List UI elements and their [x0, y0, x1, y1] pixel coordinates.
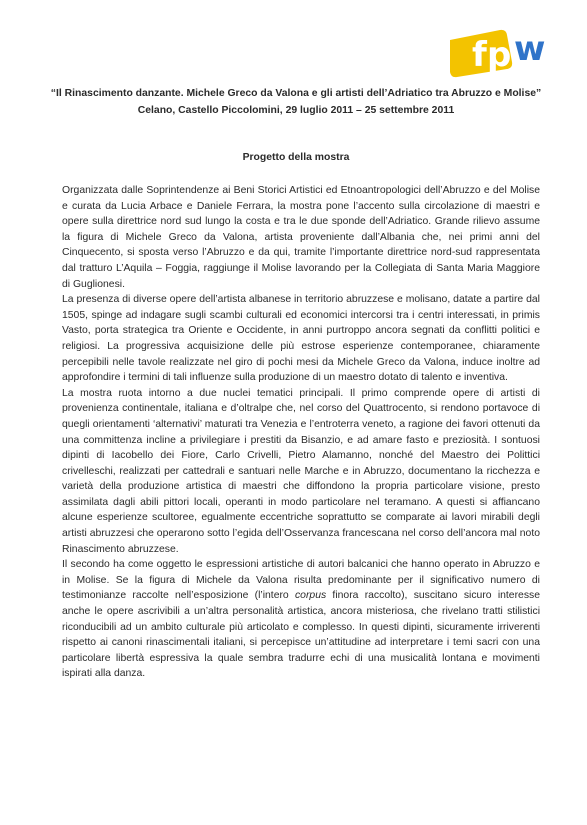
- document-body: [62, 183, 540, 682]
- fpw-logo: [442, 22, 572, 80]
- paragraph: La presenza di diverse opere dell’artista albanese in territorio abruzzese e molisano, datate a partire dal 1505, spinge ad indagare sugli scambi culturali ed economici intercorsi tra i centri interessati, in primis Vasto, porta strategica tra Oriente e Occidente, in anni purtroppo ancora segnati da conflitti politici e religiosi. La progressiva acquisizione delle più estrose esperienze contemporanee, chiaramente percepibili nelle tavole realizzate nel giro di pochi mesi da Michele Greco da Valona, induce inoltre ad approfondire i termini di tali influenze sulla produzione di un maestro dotato di talento e inventiva.: [62, 294, 540, 384]
- section-title: Progetto della mostra: [242, 152, 350, 163]
- italic-term: corpus: [294, 590, 327, 602]
- svg-text:p: p: [487, 35, 512, 75]
- fpw-logo-graphic: [442, 22, 572, 80]
- document-header: [48, 85, 544, 119]
- paragraph: La mostra ruota intorno a due nuclei tematici principali. Il primo comprende opere di artisti di provenienza continentale, italiana e d’oltralpe che, nel corso del Quattrocento, si rendono portavoce di quegli orientamenti ‘alternativi’ maturati tra Venezia e l’entroterra veneto, a ragione dei favori ottenuti da una committenza incline a privilegiare i prestiti da Bisanzio, e ad amare fasto e preziosità. I sontuosi dipinti di Iacobello dei Fiore, Carlo Crivelli, Pietro Alamanno, nonché del Maestro dei Polittici crivelleschi, realizzati per cattedrali e santuari nelle Marche e in Abruzzo, documentano la ricchezza e varietà della produzione artistica di maestri che diffondono la propria particolare visione, presto assimilata dagli abili pittori locali, operanti in modo particolare nel teramano. A questi si affiancano alcune esperienze scultoree, egualmente eccentriche soprattutto se comparate ai lavori mirabili degli artisti abruzzesi che operarono sotto l’egida dell’Osservanza francescana nel corso dell’ancora mal noto Rinascimento abruzzese.: [62, 387, 540, 555]
- svg-text:w: w: [514, 29, 546, 69]
- exhibition-title: “Il Rinascimento danzante. Michele Greco da Valona e gli artisti dell’Adriatico tra Abruzzo e Molise”: [50, 88, 542, 99]
- svg-text:f: f: [472, 35, 487, 75]
- paragraph: [62, 557, 540, 682]
- exhibition-venue-dates: Celano, Castello Piccolomini, 29 luglio 2011 – 25 settembre 2011: [137, 105, 455, 116]
- paragraph: Organizzata dalle Soprintendenze ai Beni Storici Artistici ed Etnoantropologici dell’Abruzzo e del Molise e curata da Lucia Arbace e Daniele Ferrara, la mostra pone l’accento sulla circolazione di maestri e opere sulla direttrice nord sud lungo la costa e tra le due sponde dell’Adriatico. Grande rilievo assume la figura di Michele Greco da Valona, artista proveniente dall’Albania che, nei primi anni del Cinquecento, si sposta verso l’Abruzzo e da qui, tramite l’importante direttrice nord-sud rappresentata dal tratturo L’Aquila – Foggia, raggiunge il Molise lavorando per la Collegiata di Santa Maria Maggiore di Guglionesi.: [62, 185, 540, 290]
- paragraph-text: finora raccolto), suscitano sicuro interesse anche le opere ascrivibili a un’altra personalità artistica, ancora misteriosa, che rivelano tratti stilistici riconducibili ad un ambito culturale più articolato e complesso. In questi dipinti, sicuramente irriverenti rispetto ai canoni rinascimentali italiani, si percepisce un’attitudine ad interpretare i temi sacri con una particolare libertà espressiva la quale sembra tradurre echi di una musicalità lontana e movimenti ispirati alla danza.: [62, 590, 540, 680]
- paragraph-text: Il secondo ha come oggetto le espressioni artistiche di autori balcanici che hanno operato in Abruzzo e in Molise. Se la figura di Michele da Valona risulta predominante per il significativo numero di testimonianze raccolte nell’esposizione (l’intero: [62, 559, 540, 602]
